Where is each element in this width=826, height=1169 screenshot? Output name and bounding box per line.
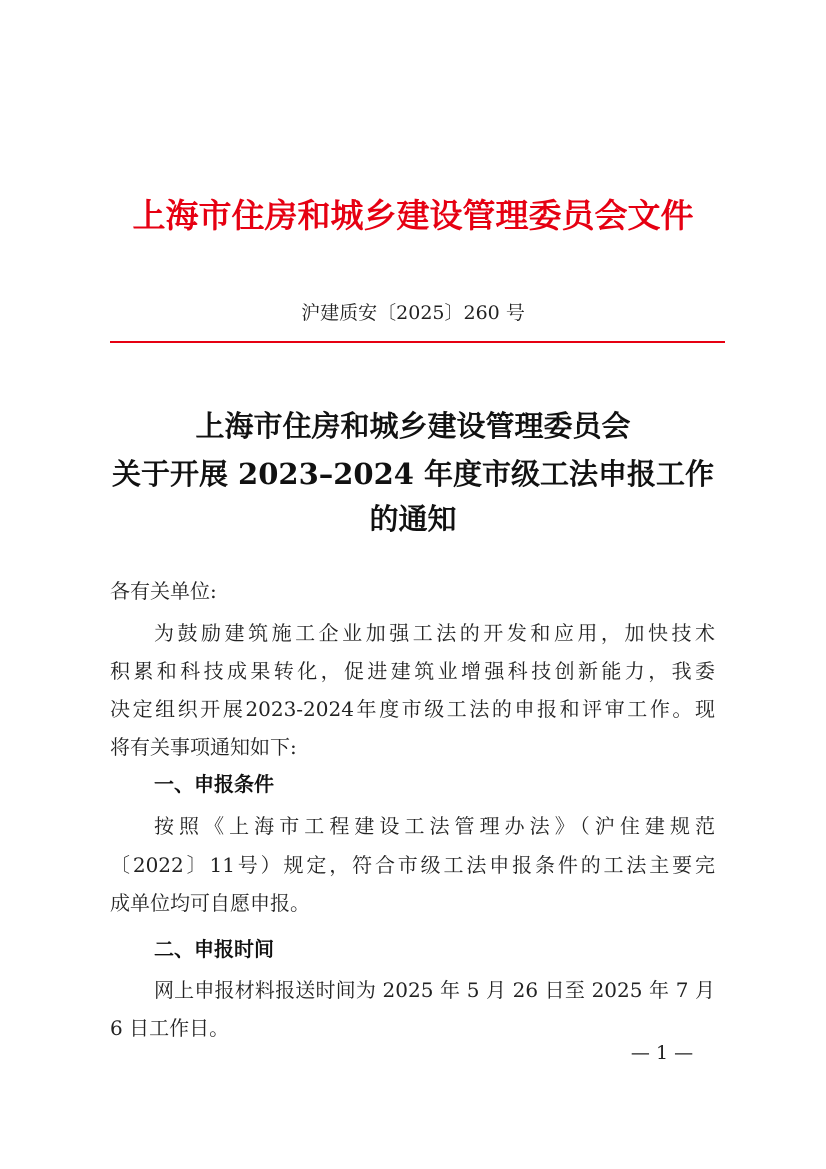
paragraph-line: 积累和科技成果转化，促进建筑业增强科技创新能力，我委: [110, 659, 715, 683]
paragraph-line: 决定组织开展2023-2024年度市级工法的申报和评审工作。现: [110, 697, 715, 721]
section-heading-time: 二、申报时间: [154, 937, 274, 961]
notice-title-line-2: 关于开展 2023–2024 年度市级工法申报工作: [111, 457, 715, 491]
paragraph-line: 网上申报材料报送时间为 2025 年 5 月 26 日至 2025 年 7 月: [154, 978, 715, 1002]
issuing-authority-title: 上海市住房和城乡建设管理委员会文件: [132, 196, 694, 235]
document-number: 沪建质安〔2025〕260 号: [301, 302, 525, 324]
notice-title-line-1: 上海市住房和城乡建设管理委员会: [195, 409, 631, 443]
paragraph-line: 成单位均可自愿申报。: [110, 891, 310, 915]
paragraph-line: 为鼓励建筑施工企业加强工法的开发和应用，加快技术: [154, 621, 715, 645]
red-divider-line: [110, 341, 725, 343]
notice-title-line-3: 的通知: [369, 502, 457, 536]
paragraph-line: 〔2022〕11号）规定，符合市级工法申报条件的工法主要完: [110, 853, 715, 877]
section-heading-conditions: 一、申报条件: [154, 772, 274, 796]
paragraph-line: 6 日工作日。: [110, 1016, 230, 1040]
paragraph-line: 按照《上海市工程建设工法管理办法》（沪住建规范: [154, 814, 715, 838]
paragraph-line: 将有关事项通知如下:: [110, 735, 297, 759]
salutation: 各有关单位:: [110, 579, 217, 603]
page-number: — 1 —: [630, 1042, 694, 1064]
